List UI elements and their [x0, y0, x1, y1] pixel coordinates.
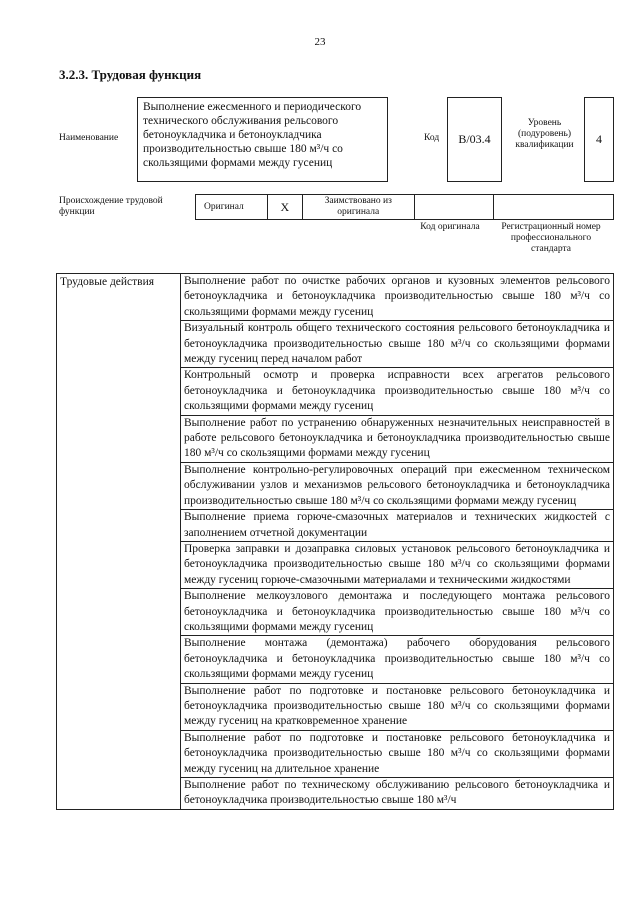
- original-label: Оригинал: [196, 195, 268, 220]
- labor-action-item: Выполнение мелкоузлового демонтажа и последующего монтажа рельсового бетоноукладчика и бетоноукладчика производительностью свыше 180 м³/ч со скользящими формами между гусениц: [181, 589, 614, 636]
- labor-action-item: Выполнение работ по техническому обслуживанию рельсового бетоноукладчика и бетоноукладчика производительностью свыше 180 м³/ч: [181, 778, 614, 810]
- labor-actions-table: [56, 273, 614, 810]
- labor-action-item: Проверка заправки и дозаправка силовых установок рельсового бетоноукладчика и бетоноукладчика производительностью свыше 180 м³/ч со скользящими формами между гусениц горюче-смазочными материалами и техническими жидкостями: [181, 541, 614, 588]
- labor-action-item: Выполнение монтажа (демонтажа) рабочего оборудования рельсового бетоноукладчика и бетоноукладчика производительностью свыше 180 м³/ч со скользящими формами между гусениц: [181, 636, 614, 683]
- origin-label: Происхождение трудовой функции: [59, 196, 163, 217]
- table-row: [57, 274, 614, 321]
- reg-number-cell: [493, 195, 613, 220]
- labor-action-item: Визуальный контроль общего технического состояния рельсового бетоноукладчика и бетоноукладчика производительностью свыше 180 м³/ч со скользящими формами между гусениц перед началом работ: [181, 321, 614, 368]
- labor-action-item: Выполнение контрольно-регулировочных операций при ежесменном техническом обслуживании узлов и механизмов рельсового бетоноукладчика и бетоноукладчика производительностью свыше 180 м³/ч со скользящими формами между гусениц: [181, 462, 614, 509]
- code-label: Код: [424, 133, 440, 143]
- code-original-label: Код оригинала: [420, 222, 480, 232]
- code-box: [447, 97, 502, 182]
- page-number: 23: [314, 36, 326, 48]
- level-value: 4: [596, 132, 602, 146]
- labor-actions-label: Трудовые действия: [57, 274, 181, 810]
- code-value: B/03.4: [458, 132, 491, 146]
- level-box: [584, 97, 614, 182]
- level-label: Уровень (подуровень) квалификации: [515, 118, 574, 150]
- function-name-box: [137, 97, 388, 182]
- labor-action-item: Выполнение приема горюче-смазочных материалов и технических жидкостей с заполнением отчетной документации: [181, 510, 614, 542]
- labor-action-item: Выполнение работ по устранению обнаруженных незначительных неисправностей в работе рельсового бетоноукладчика и бетоноукладчика производительностью свыше 180 м³/ч со скользящими формами между гусениц: [181, 415, 614, 462]
- name-label: Наименование: [59, 133, 119, 143]
- section-title: 3.2.3. Трудовая функция: [59, 67, 202, 82]
- labor-action-item: Контрольный осмотр и проверка исправности всех агрегатов рельсового бетоноукладчика и бетоноукладчика производительностью свыше 180 м³/ч со скользящими формами между гусениц: [181, 368, 614, 415]
- original-mark: X: [267, 195, 302, 220]
- reg-number-label: Регистрационный номер профессионального стандарта: [501, 222, 601, 254]
- labor-action-item: Выполнение работ по подготовке и постановке рельсового бетоноукладчика и бетоноукладчика производительностью свыше 180 м³/ч со скользящими формами между гусениц на кратковременное хранение: [181, 683, 614, 730]
- code-original-cell: [414, 195, 493, 220]
- function-name-value: Выполнение ежесменного и периодического технического обслуживания рельсового бетоноукладчика и бетоноукладчика производительностью свыше 180 м³/ч со скользящими формами между гусениц: [143, 101, 362, 169]
- labor-action-item: Выполнение работ по подготовке и постановке рельсового бетоноукладчика и бетоноукладчика производительностью свыше 180 м³/ч со скользящими формами между гусениц на длительное хранение: [181, 730, 614, 777]
- origin-table: [195, 194, 614, 220]
- labor-action-item: Выполнение работ по очистке рабочих органов и кузовных элементов рельсового бетоноукладчика и бетоноукладчика производительностью свыше 180 м³/ч со скользящими формами между гусениц: [181, 274, 614, 321]
- borrowed-label: Заимствовано из оригинала: [302, 195, 414, 220]
